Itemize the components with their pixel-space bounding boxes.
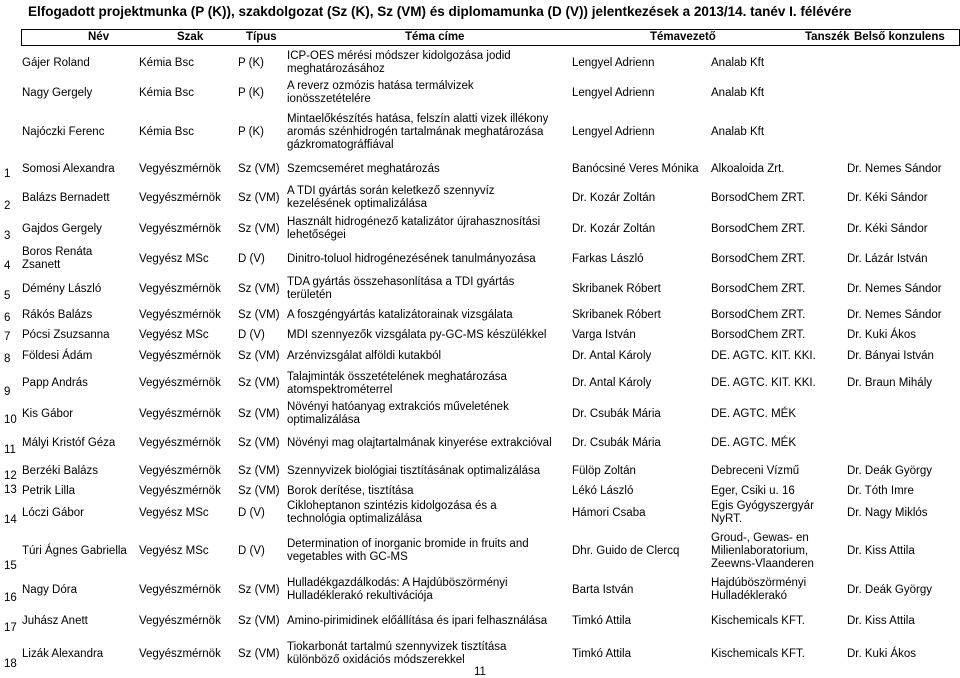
table-header xyxy=(21,29,960,46)
cell-tema: Borok derítése, tisztítása xyxy=(287,484,414,497)
cell-tanszek: BorsodChem ZRT. xyxy=(711,222,806,235)
row-number: 5 xyxy=(4,290,11,302)
cell-tema: Szemcseméret meghatározás xyxy=(287,162,440,175)
cell-tema: Determination of inorganic bromide in fruits and vegetables with GC-MS xyxy=(287,538,529,563)
cell-tipus: Sz (VM) xyxy=(238,349,280,362)
row-number: 11 xyxy=(4,444,16,456)
cell-tema: Növényi mag olajtartalmának kinyerése extrakcióval xyxy=(287,436,552,449)
cell-tanszek: DE. AGTC. MÉK xyxy=(711,436,796,449)
row-number: 18 xyxy=(4,658,17,670)
table-row xyxy=(0,528,960,574)
cell-szak: Vegyész MSc xyxy=(139,544,209,557)
table-row xyxy=(0,458,960,484)
cell-tema: Növényi hatóanyag extrakciós műveletének optimalizálása xyxy=(287,401,509,426)
cell-tipus: Sz (VM) xyxy=(238,436,280,449)
cell-tanszek: BorsodChem ZRT. xyxy=(711,308,806,321)
cell-nev: Nagy Dóra xyxy=(22,583,77,596)
cell-szak: Vegyész MSc xyxy=(139,252,209,265)
cell-nev: Gájer Roland xyxy=(22,56,90,69)
cell-temavezeto: Dr. Antal Károly xyxy=(572,377,652,389)
cell-tipus: Sz (VM) xyxy=(238,282,280,295)
cell-tanszek: Analab Kft xyxy=(711,56,765,69)
cell-belso: Dr. Kuki Ákos xyxy=(847,647,917,660)
cell-tema: Szennyvizek biológiai tisztításának optimalizálása xyxy=(287,464,541,477)
row-number: 13 xyxy=(4,484,17,496)
row-number: 12 xyxy=(4,470,17,482)
cell-szak: Kémia Bsc xyxy=(139,125,194,138)
cell-temavezeto: Dr. Csubák Mária xyxy=(572,407,661,420)
cell-nev: Somosi Alexandra xyxy=(22,162,115,175)
cell-tema: TDA gyártás összehasonlítása a TDI gyártás területén xyxy=(287,276,515,301)
table-row xyxy=(0,574,960,606)
cell-belso: Dr. Kuki Ákos xyxy=(847,329,917,341)
cell-temavezeto: Dr. Kozár Zoltán xyxy=(572,222,656,235)
cell-nev: Boros Renáta Zsanett xyxy=(22,246,93,271)
cell-szak: Vegyészmérnök xyxy=(139,647,221,660)
cell-temavezeto: Fülöp Zoltán xyxy=(572,464,636,477)
cell-szak: Vegyészmérnök xyxy=(139,308,221,321)
cell-tema: Amino-pirimidinek előállítása és ipari felhasználása xyxy=(287,614,548,627)
cell-szak: Kémia Bsc xyxy=(139,56,194,69)
row-number: 15 xyxy=(4,560,17,572)
cell-tipus: Sz (VM) xyxy=(238,407,280,420)
row-number: 3 xyxy=(4,230,11,242)
cell-tipus: P (K) xyxy=(238,125,264,138)
cell-tanszek: Alkoaloida Zrt. xyxy=(711,162,785,175)
table-row xyxy=(0,606,960,636)
cell-tipus: D (V) xyxy=(238,329,265,341)
cell-tanszek: BorsodChem ZRT. xyxy=(711,252,806,265)
cell-tanszek: Analab Kft xyxy=(711,125,765,138)
cell-tipus: Sz (VM) xyxy=(238,162,280,175)
cell-tanszek: Eger, Csiki u. 16 xyxy=(711,484,795,497)
cell-tanszek: Groud-, Gewas- en Milienlaboratorium, Zeewns-Vlaanderen xyxy=(711,531,814,570)
table-row xyxy=(0,78,960,108)
row-number: 10 xyxy=(4,414,17,426)
cell-nev: Papp András xyxy=(22,377,88,389)
cell-nev: Démény László xyxy=(22,282,102,295)
cell-szak: Vegyészmérnök xyxy=(139,614,221,627)
table-row xyxy=(0,304,960,326)
cell-belso: Dr. Braun Mihály xyxy=(847,377,933,389)
cell-belso: Dr. Nemes Sándor xyxy=(847,282,942,295)
row-number: 7 xyxy=(4,331,11,343)
cell-belso: Dr. Kiss Attila xyxy=(847,614,915,627)
header-temavezeto: Témavezető xyxy=(650,31,716,43)
header-nev: Név xyxy=(88,31,110,43)
cell-tipus: Sz (VM) xyxy=(238,191,280,204)
cell-nev: Juhász Anett xyxy=(22,614,88,627)
header-tanszek: Tanszék xyxy=(805,31,850,43)
cell-tipus: P (K) xyxy=(238,56,264,69)
cell-belso: Dr. Tóth Imre xyxy=(847,484,914,497)
cell-tanszek: Kischemicals KFT. xyxy=(711,647,805,660)
cell-nev: Földesi Ádám xyxy=(22,349,93,362)
header-tipus: Típus xyxy=(246,31,277,43)
cell-tema: Arzénvizsgálat alföldi kutakból xyxy=(287,349,442,362)
table-row xyxy=(0,156,960,182)
cell-temavezeto: Lengyel Adrienn xyxy=(572,86,655,99)
table-row xyxy=(0,400,960,428)
cell-tipus: Sz (VM) xyxy=(238,222,280,235)
cell-tema: Tiokarbonát tartalmú szennyvizek tisztítása különböző oxidációs módszerekkel xyxy=(287,641,507,666)
cell-belso: Dr. Nemes Sándor xyxy=(847,308,942,321)
cell-szak: Vegyészmérnök xyxy=(139,222,221,235)
cell-szak: Vegyészmérnök xyxy=(139,407,221,420)
cell-temavezeto: Varga István xyxy=(572,329,636,341)
cell-szak: Kémia Bsc xyxy=(139,86,194,99)
cell-nev: Berzéki Balázs xyxy=(22,464,99,477)
cell-tema: Cikloheptanon szintézis kidolgozása és a technológia optimalizálása xyxy=(287,500,497,525)
row-number: 16 xyxy=(4,592,17,604)
cell-tipus: Sz (VM) xyxy=(238,377,280,389)
cell-tema: Mintaelőkészítés hatása, felszín alatti vizek illékony aromás szénhidrogén tartalmának meghatározása gázkromatográffiával xyxy=(287,112,549,151)
cell-temavezeto: Lengyel Adrienn xyxy=(572,125,655,138)
table-row xyxy=(0,244,960,274)
cell-tanszek: DE. AGTC. MÉK xyxy=(711,407,796,420)
cell-tanszek: BorsodChem ZRT. xyxy=(711,329,806,341)
cell-nev: Kis Gábor xyxy=(22,407,74,420)
cell-tema: ICP-OES mérési módszer kidolgozása jodid meghatározásához xyxy=(287,50,511,75)
cell-tipus: Sz (VM) xyxy=(238,484,280,497)
cell-nev: Najóczki Ferenc xyxy=(22,125,105,138)
cell-tipus: Sz (VM) xyxy=(238,583,280,596)
cell-tema: Használt hidrogénező katalizátor újrahasznosítási lehetőségei xyxy=(287,216,541,241)
cell-szak: Vegyészmérnök xyxy=(139,349,221,362)
cell-tanszek: DE. AGTC. KIT. KKI. xyxy=(711,349,816,362)
cell-szak: Vegyész MSc xyxy=(139,329,209,341)
cell-nev: Gajdos Gergely xyxy=(22,222,102,235)
cell-belso: Dr. Lázár István xyxy=(847,252,928,265)
cell-szak: Vegyész MSc xyxy=(139,506,209,519)
cell-temavezeto: Barta István xyxy=(572,583,634,596)
cell-belso: Dr. Deák György xyxy=(847,464,932,477)
row-number: 8 xyxy=(4,353,11,365)
page-number: 11 xyxy=(474,666,486,678)
cell-tanszek: Egis Gyógyszergyár NyRT. xyxy=(711,500,814,525)
cell-tipus: D (V) xyxy=(238,544,265,557)
cell-tipus: Sz (VM) xyxy=(238,464,280,477)
cell-temavezeto: Dr. Antal Károly xyxy=(572,349,652,362)
table-row xyxy=(0,48,960,78)
cell-nev: Túri Ágnes Gabriella xyxy=(22,544,127,557)
table-row xyxy=(0,326,960,345)
cell-tema: A TDI gyártás során keletkező szennyvíz kezelésének optimalizálása xyxy=(287,185,495,210)
cell-belso: Dr. Deák György xyxy=(847,583,932,596)
cell-belso: Dr. Nemes Sándor xyxy=(847,162,942,175)
cell-nev: Petrik Lilla xyxy=(22,484,76,497)
table-row xyxy=(0,274,960,304)
table-row xyxy=(0,214,960,244)
cell-tipus: Sz (VM) xyxy=(238,308,280,321)
cell-temavezeto: Farkas László xyxy=(572,252,644,265)
cell-szak: Vegyészmérnök xyxy=(139,377,221,389)
cell-temavezeto: Dhr. Guido de Clercq xyxy=(572,544,680,557)
cell-tanszek: Debreceni Vízmű xyxy=(711,464,800,477)
cell-temavezeto: Hámori Csaba xyxy=(572,506,646,519)
row-number: 17 xyxy=(4,622,17,634)
cell-nev: Balázs Bernadett xyxy=(22,191,110,204)
cell-tipus: Sz (VM) xyxy=(238,647,280,660)
table-row xyxy=(0,182,960,214)
cell-belso: Dr. Bányai István xyxy=(847,349,934,362)
cell-temavezeto: Lékó László xyxy=(572,484,634,497)
cell-temavezeto: Lengyel Adrienn xyxy=(572,56,655,69)
cell-tema: Hulladékgazdálkodás: A Hajdúböszörményi Hulladéklerakó rekultivációja xyxy=(287,577,508,602)
table-row xyxy=(0,428,960,458)
table-row xyxy=(0,345,960,367)
row-number: 4 xyxy=(4,260,11,272)
header-belso: Belső konzulens xyxy=(854,31,945,43)
cell-tipus: D (V) xyxy=(238,252,265,265)
cell-belso: Dr. Nagy Miklós xyxy=(847,506,928,519)
cell-tanszek: Kischemicals KFT. xyxy=(711,614,805,627)
table-row xyxy=(0,108,960,156)
cell-belso: Dr. Kiss Attila xyxy=(847,544,915,557)
cell-tanszek: BorsodChem ZRT. xyxy=(711,191,806,204)
cell-tema: A reverz ozmózis hatása termálvizek ionösszetételére xyxy=(287,80,474,105)
cell-szak: Vegyészmérnök xyxy=(139,583,221,596)
cell-szak: Vegyészmérnök xyxy=(139,191,221,204)
cell-temavezeto: Banócsiné Veres Mónika xyxy=(572,162,699,175)
cell-nev: Pócsi Zsuzsanna xyxy=(22,329,110,341)
cell-tema: MDI szennyezők vizsgálata py-GC-MS készülékkel xyxy=(287,329,547,341)
cell-szak: Vegyészmérnök xyxy=(139,436,221,449)
cell-temavezeto: Timkó Attila xyxy=(572,614,632,627)
cell-tipus: D (V) xyxy=(238,506,265,519)
cell-tipus: Sz (VM) xyxy=(238,614,280,627)
cell-tema: A foszgéngyártás katalizátorainak vizsgálata xyxy=(287,308,513,321)
header-szak: Szak xyxy=(177,31,204,43)
cell-tanszek: Hajdúböszörményi Hulladéklerakó xyxy=(711,577,807,602)
cell-nev: Rákós Balázs xyxy=(22,308,93,321)
cell-tipus: P (K) xyxy=(238,86,264,99)
cell-szak: Vegyészmérnök xyxy=(139,282,221,295)
cell-nev: Nagy Gergely xyxy=(22,86,93,99)
cell-temavezeto: Skribanek Róbert xyxy=(572,308,661,321)
table-row xyxy=(0,498,960,528)
row-number: 2 xyxy=(4,200,11,212)
table-row xyxy=(0,367,960,400)
cell-nev: Lóczi Gábor xyxy=(22,506,85,519)
row-number: 9 xyxy=(4,386,11,398)
cell-tanszek: DE. AGTC. KIT. KKI. xyxy=(711,377,816,389)
cell-temavezeto: Skribanek Róbert xyxy=(572,282,661,295)
cell-tema: Dinitro-toluol hidrogénezésének tanulmányozása xyxy=(287,252,536,265)
cell-nev: Lizák Alexandra xyxy=(22,647,104,660)
row-number: 1 xyxy=(4,168,11,180)
row-number: 14 xyxy=(4,514,17,526)
cell-temavezeto: Timkó Attila xyxy=(572,647,632,660)
header-tema: Téma címe xyxy=(405,31,465,43)
table-row xyxy=(0,484,960,498)
cell-belso: Dr. Kéki Sándor xyxy=(847,191,928,204)
cell-nev: Mályi Kristóf Géza xyxy=(22,436,116,449)
cell-tanszek: BorsodChem ZRT. xyxy=(711,282,806,295)
cell-szak: Vegyészmérnök xyxy=(139,162,221,175)
page-title: Elfogadott projektmunka (P (K)), szakdolgozat (Sz (K), Sz (VM) és diplomamunka (D (V)) jelentkezések a 2013/14. tanév I. félévére xyxy=(28,4,852,19)
cell-tanszek: Analab Kft xyxy=(711,86,765,99)
cell-temavezeto: Dr. Kozár Zoltán xyxy=(572,191,656,204)
cell-szak: Vegyészmérnök xyxy=(139,464,221,477)
cell-temavezeto: Dr. Csubák Mária xyxy=(572,436,661,449)
cell-szak: Vegyészmérnök xyxy=(139,484,221,497)
row-number: 6 xyxy=(4,312,11,324)
cell-belso: Dr. Kéki Sándor xyxy=(847,222,928,235)
cell-tema: Talajminták összetételének meghatározása atomspektrométerrel xyxy=(287,370,507,396)
